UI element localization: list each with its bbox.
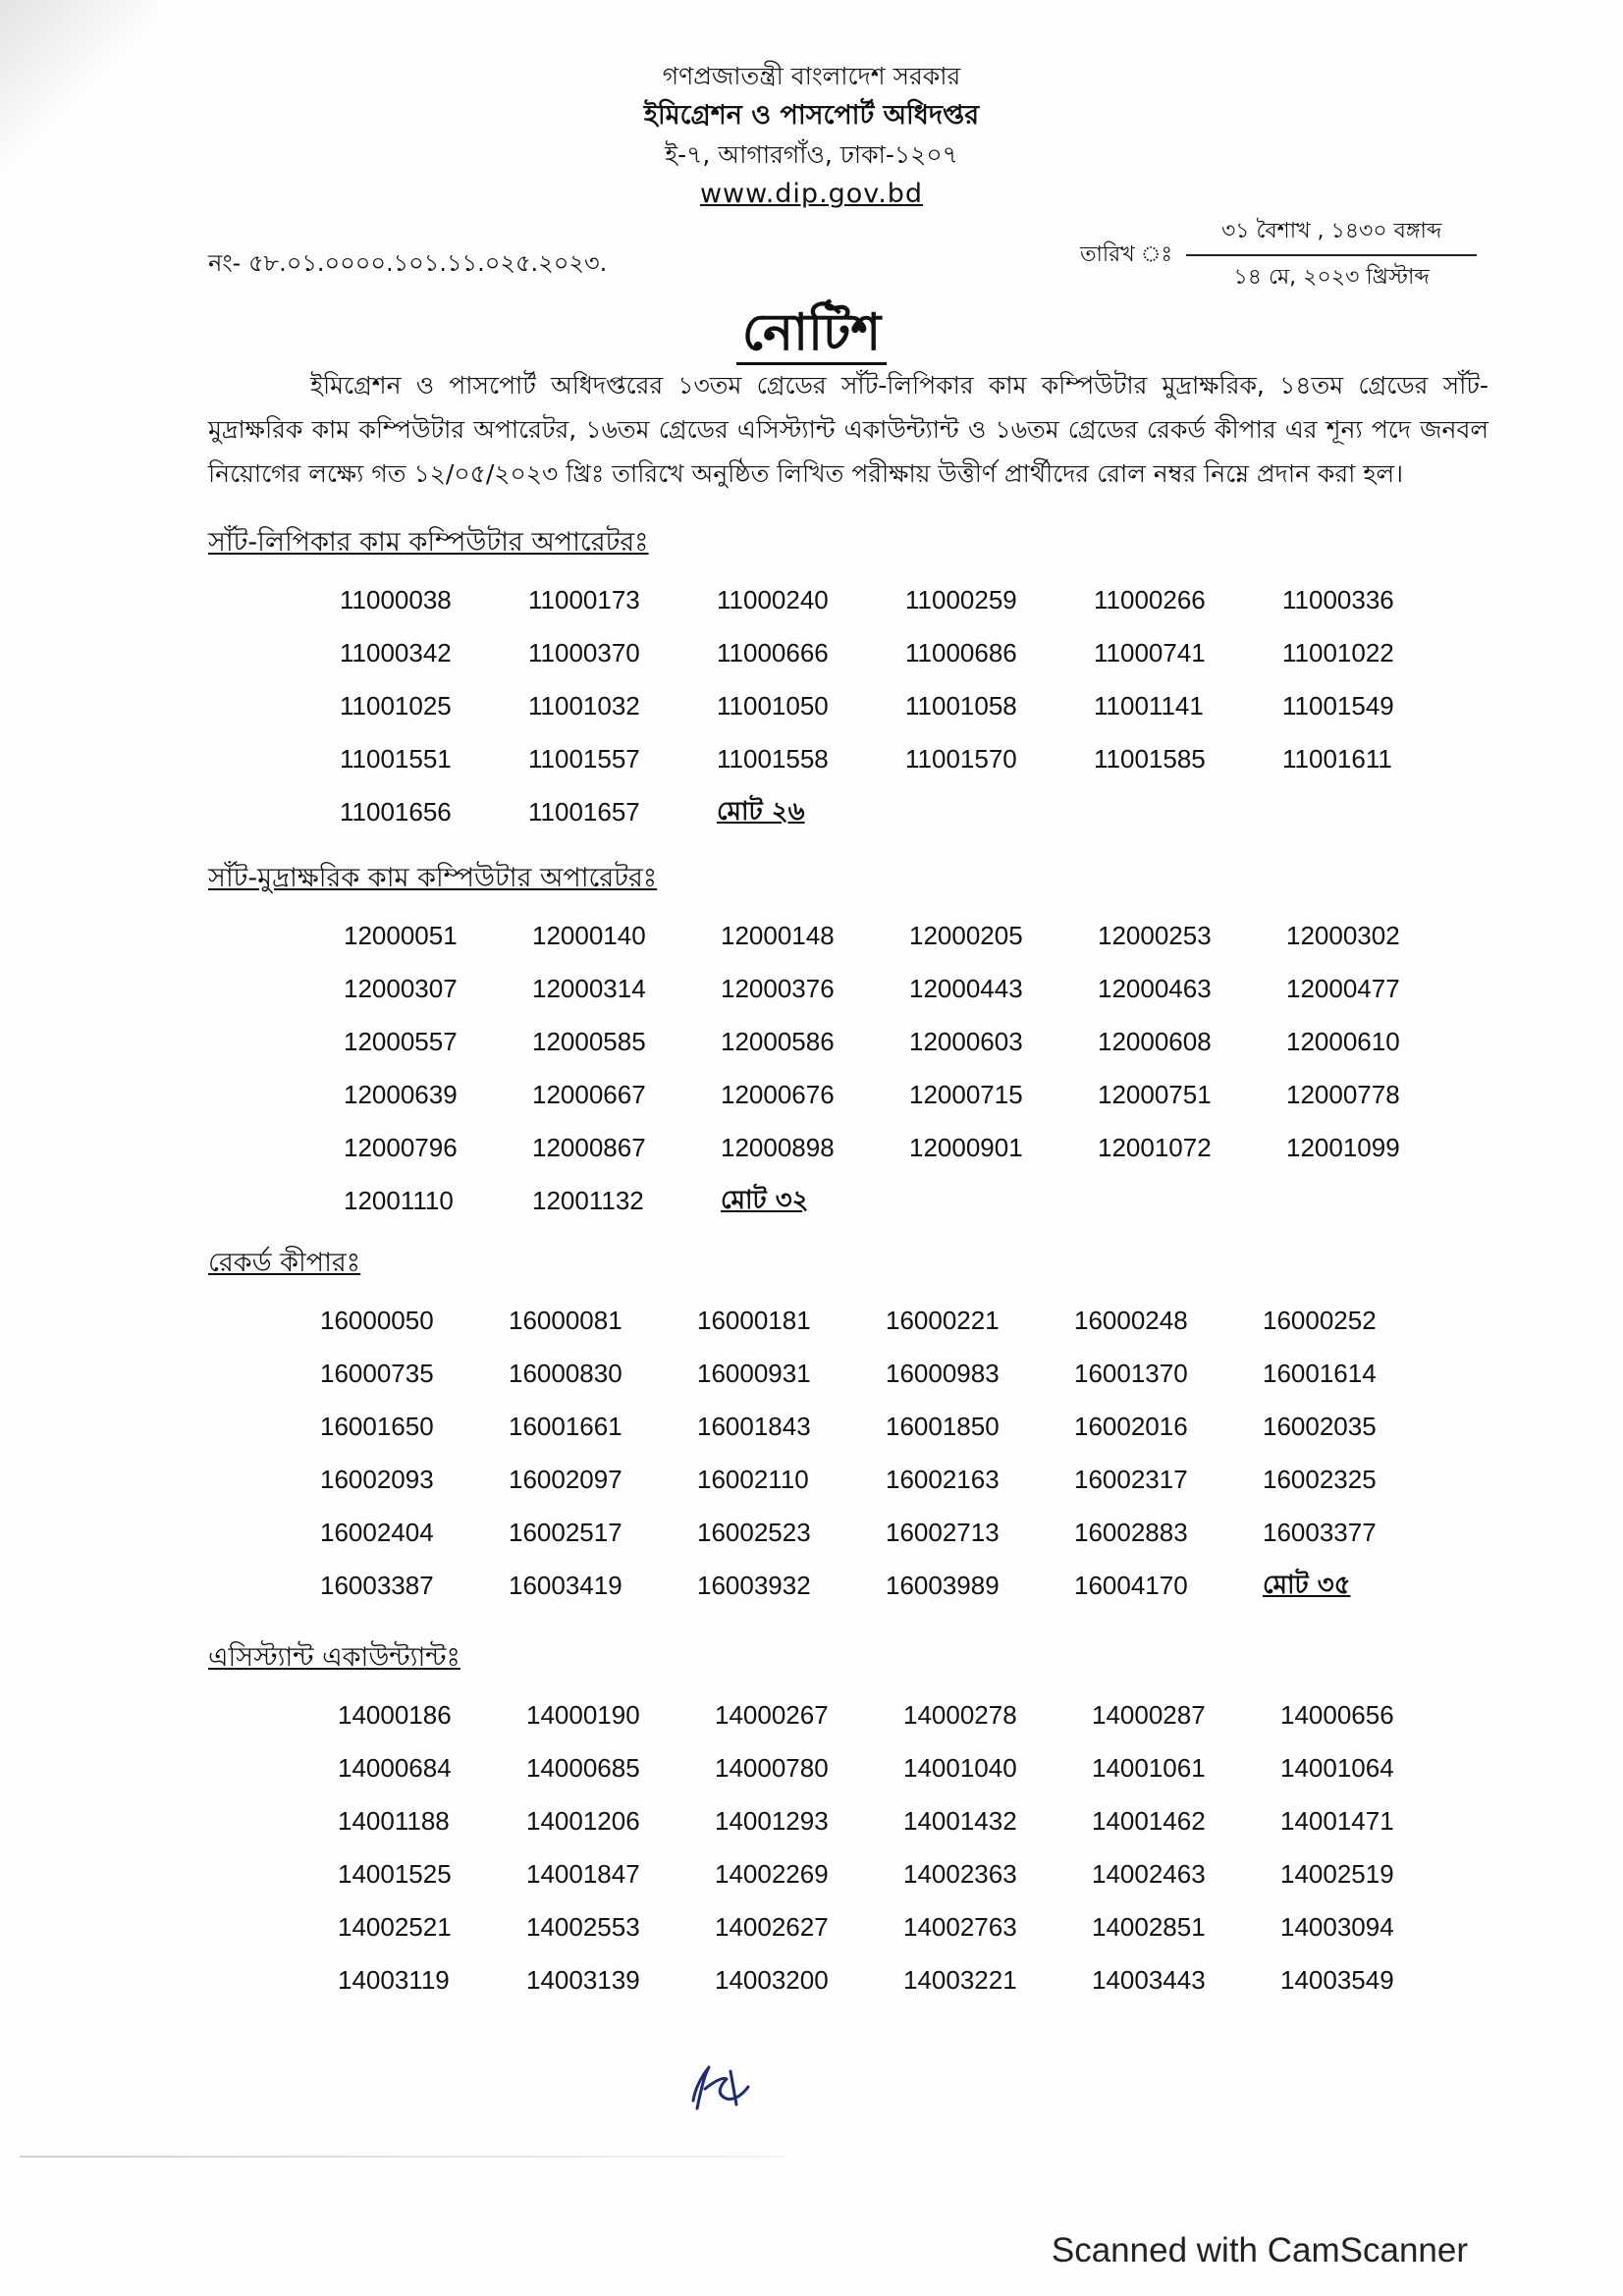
roll-number: 12001099	[1286, 1133, 1400, 1162]
roll-number: 11000370	[528, 638, 640, 667]
scan-artifact-line	[20, 2156, 785, 2158]
roll-number: 11001050	[717, 691, 829, 721]
roll-number: 16002523	[697, 1518, 811, 1547]
roll-number: 11001032	[528, 691, 640, 721]
roll-number: 14003094	[1280, 1912, 1394, 1942]
roll-number: 11001549	[1282, 691, 1394, 721]
roll-number: 14000190	[526, 1700, 640, 1730]
roll-number: 12000585	[532, 1027, 646, 1056]
roll-number: 16002404	[320, 1518, 434, 1547]
roll-number: 16002517	[509, 1518, 622, 1547]
roll-number: 14001040	[903, 1753, 1017, 1783]
roll-number: 11001656	[340, 797, 452, 827]
roll-number: 12000603	[909, 1027, 1023, 1056]
section-title-stenographer: সাঁট-লিপিকার কাম কম্পিউটার অপারেটরঃ	[208, 527, 649, 558]
roll-number: 14000685	[526, 1753, 640, 1783]
roll-number: 12000667	[532, 1080, 646, 1109]
date-block	[1080, 214, 1477, 296]
roll-number: 14003200	[715, 1965, 829, 1995]
roll-number: 14003139	[526, 1965, 640, 1995]
roll-number: 16002093	[320, 1465, 434, 1494]
roll-number: 11000259	[905, 585, 1017, 614]
roll-number: 14001061	[1092, 1753, 1206, 1783]
roll-number: 14001064	[1280, 1753, 1394, 1783]
roll-number: 12000205	[909, 921, 1023, 950]
roll-number: 12000608	[1098, 1027, 1212, 1056]
signature-mark	[687, 2059, 756, 2118]
roll-number: 16000252	[1263, 1306, 1377, 1335]
roll-number: 14001432	[903, 1806, 1017, 1836]
agency-website[interactable]: www.dip.gov.bd	[699, 179, 924, 209]
roll-number: 16003932	[697, 1571, 811, 1600]
roll-number: 12001072	[1098, 1133, 1212, 1162]
roll-number: 14000278	[903, 1700, 1017, 1730]
roll-number: 12000610	[1286, 1027, 1400, 1056]
roll-number: 12000314	[532, 974, 646, 1003]
roll-number: 14002363	[903, 1859, 1017, 1889]
roll-number: 11000173	[528, 585, 640, 614]
roll-number: 16001370	[1074, 1359, 1188, 1388]
roll-number: 12000586	[721, 1027, 835, 1056]
roll-number: 16000735	[320, 1359, 434, 1388]
memo-number: নং- ৫৮.০১.০০০০.১০১.১১.০২৫.২০২৩.	[208, 249, 608, 277]
roll-number: 14002269	[715, 1859, 829, 1889]
section-total: মোট ৩৫	[1263, 1571, 1351, 1600]
date-bangla: ৩১ বৈশাখ , ১৪৩০ বঙ্গাব্দ	[1186, 214, 1477, 256]
roll-number: 11001585	[1094, 744, 1206, 774]
roll-number: 16002883	[1074, 1518, 1188, 1547]
roll-number: 16002163	[886, 1465, 1000, 1494]
roll-number: 11001557	[528, 744, 640, 774]
notice-body: ইমিগ্রেশন ও পাসপোর্ট অধিদপ্তরের ১৩তম গ্রেডের সাঁট-লিপিকার কাম কম্পিউটার মুদ্রাক্ষরিক, ১৪তম গ্রেডের সাঁট-মুদ্রাক্ষরিক কাম কম্পিউটার অপারেটর, ১৬তম গ্রেডের এসিস্ট্যান্ট একাউন্ট্যান্ট ও ১৬তম গ্রেডের রেকর্ড কীপার এর শূন্য পদে জনবল নিয়োগের লক্ষ্যে গত ১২/০৫/২০২৩ খ্রিঃ তারিখে অনুষ্ঠিত লিখিত পরীক্ষায় উত্তীর্ণ প্রার্থীদের রোল নম্বর নিম্নে প্রদান করা হল।	[208, 371, 1488, 488]
roll-number: 14000656	[1280, 1700, 1394, 1730]
roll-number: 14001847	[526, 1859, 640, 1889]
section-total: মোট ৩২	[721, 1186, 809, 1215]
roll-number: 14002463	[1092, 1859, 1206, 1889]
roll-number: 16001661	[509, 1412, 622, 1441]
roll-number: 11000686	[905, 638, 1017, 667]
roll-number: 14003221	[903, 1965, 1017, 1995]
roll-number: 12000443	[909, 974, 1023, 1003]
roll-number: 16001850	[886, 1412, 1000, 1441]
roll-number: 11000336	[1282, 585, 1394, 614]
roll-number: 12000376	[721, 974, 835, 1003]
roll-number: 12000253	[1098, 921, 1212, 950]
roll-number: 12000639	[344, 1080, 458, 1109]
roll-number: 12000901	[909, 1133, 1023, 1162]
roll-number: 16003419	[509, 1571, 622, 1600]
government-name: গণপ্রজাতন্ত্রী বাংলাদেশ সরকার	[662, 62, 961, 90]
roll-number: 16004170	[1074, 1571, 1188, 1600]
roll-number: 16002016	[1074, 1412, 1188, 1441]
roll-number: 16003377	[1263, 1518, 1377, 1547]
roll-number: 16000931	[697, 1359, 811, 1388]
notice-title-text: নোটিশ	[736, 303, 887, 365]
roll-number: 14001525	[338, 1859, 452, 1889]
roll-number: 11000266	[1094, 585, 1206, 614]
section-title-steno-typist: সাঁট-মুদ্রাক্ষরিক কাম কম্পিউটার অপারেটরঃ	[208, 863, 658, 893]
roll-number: 16001843	[697, 1412, 811, 1441]
roll-number: 14003549	[1280, 1965, 1394, 1995]
roll-number: 11001025	[340, 691, 452, 721]
roll-number: 12000715	[909, 1080, 1023, 1109]
roll-number: 11001551	[340, 744, 452, 774]
roll-number: 14001188	[338, 1806, 450, 1836]
date-gregorian: ১৪ মে, ২০২৩ খ্রিস্টাব্দ	[1233, 265, 1430, 290]
roll-number: 11000666	[717, 638, 829, 667]
roll-number: 11001558	[717, 744, 829, 774]
roll-number: 12000867	[532, 1133, 646, 1162]
roll-number: 16003989	[886, 1571, 1000, 1600]
roll-number: 11001141	[1094, 691, 1204, 721]
roll-number: 11001058	[905, 691, 1017, 721]
roll-number: 14002553	[526, 1912, 640, 1942]
roll-number: 14003119	[338, 1965, 450, 1995]
roll-number: 11001570	[905, 744, 1017, 774]
roll-number: 16002325	[1263, 1465, 1377, 1494]
roll-number: 16000221	[886, 1306, 1000, 1335]
roll-number: 14002627	[715, 1912, 829, 1942]
roll-number: 12000140	[532, 921, 646, 950]
roll-number: 14000780	[715, 1753, 829, 1783]
section-title-assistant-accountant: এসিস্ট্যান্ট একাউন্ট্যান্টঃ	[208, 1642, 460, 1673]
date-fraction	[1186, 214, 1477, 296]
section-title-record-keeper: রেকর্ড কীপারঃ	[208, 1248, 361, 1278]
roll-number: 16000050	[320, 1306, 434, 1335]
roll-number: 16002713	[886, 1518, 1000, 1547]
roll-number: 11000342	[340, 638, 452, 667]
letterhead	[0, 57, 1623, 214]
roll-number: 14001293	[715, 1806, 829, 1836]
roll-number: 14000267	[715, 1700, 829, 1730]
roll-number: 14002519	[1280, 1859, 1394, 1889]
roll-number: 14003443	[1092, 1965, 1206, 1995]
roll-number: 14002763	[903, 1912, 1017, 1942]
roll-number: 14001206	[526, 1806, 640, 1836]
roll-number: 16000081	[509, 1306, 622, 1335]
agency-address: ই-৭, আগারগাঁও, ঢাকা-১২০৭	[665, 140, 958, 169]
roll-number: 12000148	[721, 921, 835, 950]
roll-number: 11001611	[1282, 744, 1392, 774]
roll-number: 11001657	[528, 797, 640, 827]
roll-number: 14000186	[338, 1700, 452, 1730]
roll-number: 12000463	[1098, 974, 1212, 1003]
roll-number: 14002521	[338, 1912, 452, 1942]
roll-number: 16001650	[320, 1412, 434, 1441]
roll-number: 16002035	[1263, 1412, 1377, 1441]
roll-list-record-keeper	[320, 1294, 1451, 1612]
roll-number: 14002851	[1092, 1912, 1206, 1942]
roll-number: 16002097	[509, 1465, 622, 1494]
roll-number: 12000898	[721, 1133, 835, 1162]
roll-number: 12000477	[1286, 974, 1400, 1003]
roll-number: 12000796	[344, 1133, 458, 1162]
roll-number: 11000038	[340, 585, 452, 614]
roll-number: 11000741	[1094, 638, 1206, 667]
roll-number: 12000302	[1286, 921, 1400, 950]
roll-number: 12000676	[721, 1080, 835, 1109]
agency-name: ইমিগ্রেশন ও পাসপোর্ট অধিদপ্তর	[643, 100, 980, 131]
roll-number: 11000240	[717, 585, 829, 614]
roll-number: 16000181	[697, 1306, 811, 1335]
section-total: মোট ২৬	[717, 797, 805, 827]
roll-number: 14000287	[1092, 1700, 1206, 1730]
roll-list-stenographer	[340, 573, 1471, 838]
roll-number: 16002317	[1074, 1465, 1188, 1494]
roll-number: 12000051	[344, 921, 458, 950]
camscanner-watermark: Scanned with CamScanner	[1051, 2231, 1468, 2269]
roll-number: 16003387	[320, 1571, 434, 1600]
roll-number: 12000751	[1098, 1080, 1212, 1109]
roll-list-steno-typist	[344, 909, 1475, 1227]
roll-number: 12000307	[344, 974, 458, 1003]
date-label: তারিখ ঃ	[1080, 241, 1173, 267]
roll-number: 12001110	[344, 1186, 454, 1215]
roll-number: 12001132	[532, 1186, 644, 1215]
roll-number: 16001614	[1263, 1359, 1377, 1388]
roll-number: 12000778	[1286, 1080, 1400, 1109]
roll-number: 14001471	[1280, 1806, 1394, 1836]
roll-number: 11001022	[1282, 638, 1394, 667]
roll-number: 16000248	[1074, 1306, 1188, 1335]
roll-number: 16000983	[886, 1359, 1000, 1388]
roll-number: 14000684	[338, 1753, 452, 1783]
roll-number: 16000830	[509, 1359, 622, 1388]
roll-list-assistant-accountant	[338, 1688, 1469, 2006]
roll-number: 14001462	[1092, 1806, 1206, 1836]
roll-number: 12000557	[344, 1027, 458, 1056]
roll-number: 16002110	[697, 1465, 809, 1494]
